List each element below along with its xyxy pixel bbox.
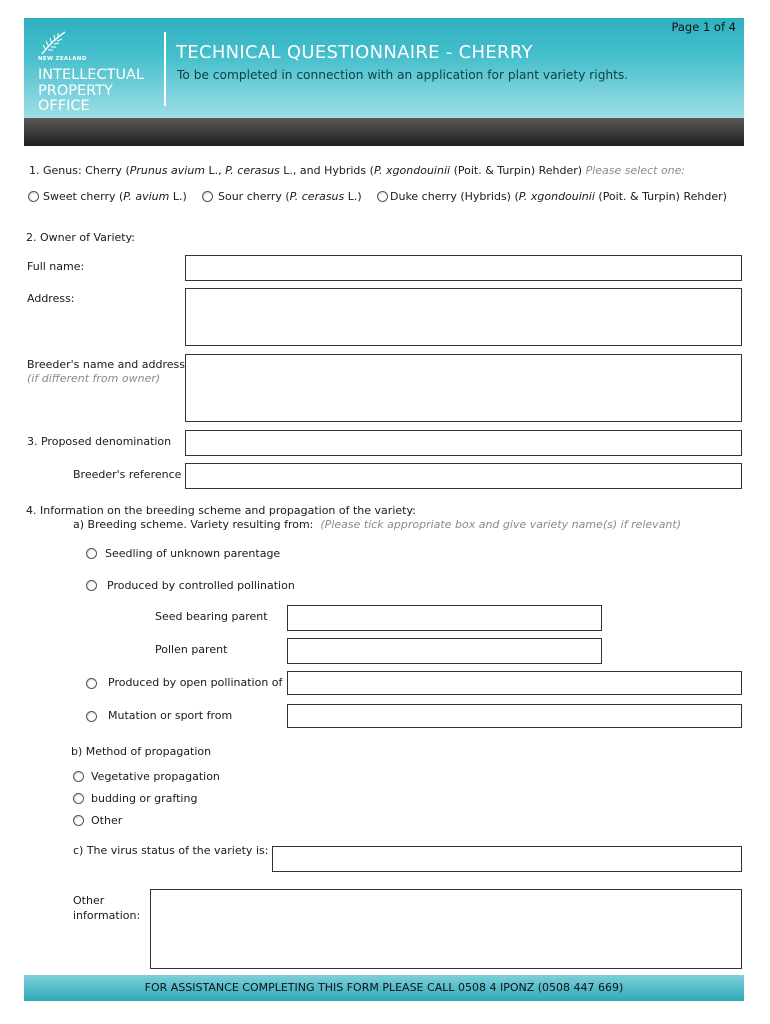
header-band	[24, 118, 744, 146]
breeder-label: Breeder's name and address	[27, 358, 185, 371]
controlled-pollination-radio[interactable]	[86, 580, 97, 591]
fern-icon	[38, 28, 68, 58]
footer-text: FOR ASSISTANCE COMPLETING THIS FORM PLEASE CALL 0508 4 IPONZ (0508 447 669)	[144, 981, 624, 994]
breeder-field[interactable]	[185, 354, 742, 422]
option-text: (Poit. & Turpin) Rehder)	[594, 190, 727, 203]
page-title: TECHNICAL QUESTIONNAIRE - CHERRY	[176, 42, 533, 63]
seed-parent-label: Seed bearing parent	[155, 610, 268, 623]
budding-radio[interactable]	[73, 793, 84, 804]
seedling-radio[interactable]	[86, 548, 97, 559]
genus-text: 1. Genus: Cherry (	[29, 164, 130, 177]
sour-cherry-label	[218, 190, 362, 203]
genus-text: L., and Hybrids (	[279, 164, 374, 177]
reference-field[interactable]	[185, 463, 742, 489]
duke-cherry-radio[interactable]	[377, 191, 388, 202]
other-radio[interactable]	[73, 815, 84, 826]
genus-italic: P. xgondouinii	[373, 164, 451, 177]
full-name-field[interactable]	[185, 255, 742, 281]
page-header	[24, 18, 744, 146]
duke-cherry-label	[390, 190, 727, 203]
breeder-hint: (if different from owner)	[27, 372, 161, 385]
header-divider	[164, 32, 166, 106]
pollen-parent-label: Pollen parent	[155, 643, 228, 656]
option-italic: P. cerasus	[289, 190, 345, 203]
option-text: L.)	[344, 190, 362, 203]
sweet-cherry-radio[interactable]	[28, 191, 39, 202]
option-italic: P. xgondouinii	[518, 190, 595, 203]
mutation-label: Mutation or sport from	[108, 709, 233, 722]
vegetative-radio[interactable]	[73, 771, 84, 782]
owner-heading: 2. Owner of Variety:	[26, 231, 135, 244]
propagation-label: b) Method of propagation	[71, 745, 212, 758]
pollen-parent-field[interactable]	[287, 638, 602, 664]
option-italic: P. avium	[123, 190, 170, 203]
virus-status-field[interactable]	[272, 846, 742, 872]
vegetative-label: Vegetative propagation	[91, 770, 220, 783]
option-text: Sour cherry (	[218, 190, 290, 203]
genus-italic: P. cerasus	[225, 164, 280, 177]
budding-label: budding or grafting	[91, 792, 198, 805]
breeding-heading: 4. Information on the breeding scheme and propagation of the variety:	[26, 504, 416, 517]
other-label: Other	[91, 814, 123, 827]
breeding-scheme-hint: (Please tick appropriate box and give variety name(s) if relevant)	[320, 518, 682, 531]
denomination-label: 3. Proposed denomination	[27, 435, 172, 448]
page-footer	[24, 975, 744, 1001]
other-info-field[interactable]	[150, 889, 742, 969]
sweet-cherry-label	[43, 190, 187, 203]
mutation-field[interactable]	[287, 704, 742, 728]
genus-italic: Prunus avium	[129, 164, 206, 177]
address-field[interactable]	[185, 288, 742, 346]
genus-text: (Poit. & Turpin) Rehder)	[450, 164, 586, 177]
breeding-scheme-text: a) Breeding scheme. Variety resulting from:	[73, 518, 314, 531]
logo-wordmark	[38, 68, 144, 115]
open-pollination-field[interactable]	[287, 671, 742, 695]
genus-hint: Please select one:	[585, 164, 686, 177]
address-label: Address:	[27, 292, 75, 305]
seedling-label: Seedling of unknown parentage	[105, 547, 281, 560]
sour-cherry-radio[interactable]	[202, 191, 213, 202]
genus-question	[29, 164, 685, 177]
option-text: Duke cherry (Hybrids) (	[390, 190, 519, 203]
genus-text: L.,	[205, 164, 226, 177]
mutation-radio[interactable]	[86, 711, 97, 722]
logo-country: NEW ZEALAND	[38, 56, 87, 62]
page-subtitle: To be completed in connection with an application for plant variety rights.	[177, 68, 629, 82]
page-indicator: Page 1 of 4	[671, 20, 736, 34]
open-pollination-radio[interactable]	[86, 678, 97, 689]
option-text: Sweet cherry (	[43, 190, 124, 203]
open-pollination-label: Produced by open pollination of	[108, 676, 283, 689]
logo-line: INTELLECTUAL	[38, 67, 145, 83]
controlled-pollination-label: Produced by controlled pollination	[107, 579, 295, 592]
logo-line: PROPERTY	[38, 82, 113, 99]
logo-line: OFFICE	[38, 98, 90, 114]
full-name-label: Full name:	[27, 260, 85, 273]
reference-label: Breeder's reference	[73, 468, 182, 481]
other-info-label-line2: information:	[73, 909, 141, 922]
seed-parent-field[interactable]	[287, 605, 602, 631]
breeding-scheme-label	[73, 518, 681, 531]
virus-status-label: c) The virus status of the variety is:	[73, 844, 269, 857]
option-text: L.)	[169, 190, 187, 203]
other-info-label-line1: Other	[73, 894, 105, 907]
denomination-field[interactable]	[185, 430, 742, 456]
